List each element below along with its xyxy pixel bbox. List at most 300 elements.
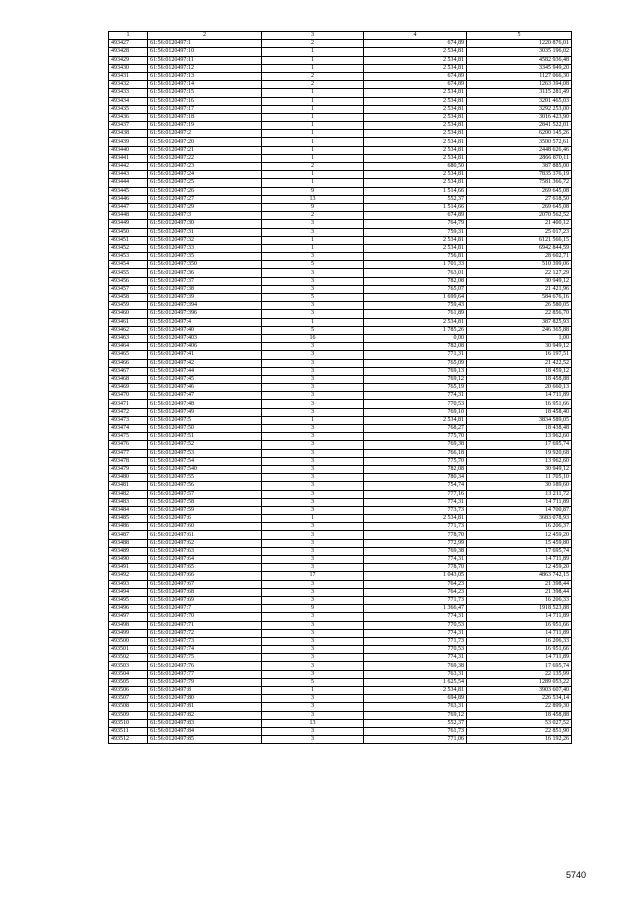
specific-value-cell: 694,89: [364, 695, 467, 703]
specific-value-cell: 674,89: [364, 212, 467, 220]
table-row: [109, 654, 572, 662]
cadastral-number-cell: 61:56:0120497:33: [148, 244, 262, 252]
group-cell: 5: [262, 261, 364, 269]
cadastral-number-cell: 61:56:0120497:18: [148, 113, 262, 121]
table-row: [109, 343, 572, 351]
cadastral-value-cell: 18 438,48: [467, 425, 572, 433]
group-cell: 2: [262, 212, 364, 220]
cadastral-number-cell: 61:56:0120497:26: [148, 187, 262, 195]
specific-value-cell: 775,70: [364, 457, 467, 465]
cadastral-value-cell: 11 705,10: [467, 474, 572, 482]
table-row: [109, 482, 572, 490]
specific-value-cell: 761,89: [364, 310, 467, 318]
group-cell: 3: [262, 736, 364, 744]
cadastral-value-cell: 3115 281,49: [467, 89, 572, 97]
table-row: [109, 384, 572, 392]
cadastral-number-cell: 61:56:0120497:75: [148, 654, 262, 662]
cadastral-value-cell: 16 951,66: [467, 646, 572, 654]
cadastral-value-cell: 3903 607,40: [467, 687, 572, 695]
group-cell: 3: [262, 523, 364, 531]
cadastral-value-cell: 18 458,88: [467, 375, 572, 383]
cadastral-value-cell: 584 676,16: [467, 294, 572, 302]
group-cell: 3: [262, 596, 364, 604]
cadastral-value-cell: 4582 936,48: [467, 56, 572, 64]
cadastral-number-cell: 61:56:0120497:7: [148, 605, 262, 613]
cadastral-number-cell: 61:56:0120497:59: [148, 506, 262, 514]
group-cell: 3: [262, 539, 364, 547]
specific-value-cell: 2 534,81: [364, 97, 467, 105]
group-cell: 1: [262, 113, 364, 121]
group-cell: 16: [262, 334, 364, 342]
specific-value-cell: 552,37: [364, 195, 467, 203]
specific-value-cell: 772,99: [364, 539, 467, 547]
specific-value-cell: 680,50: [364, 163, 467, 171]
group-cell: 1: [262, 244, 364, 252]
specific-value-cell: 763,31: [364, 670, 467, 678]
specific-value-cell: 769,38: [364, 441, 467, 449]
group-cell: 3: [262, 498, 364, 506]
cadastral-value-cell: 14 711,89: [467, 613, 572, 621]
cadastral-value-cell: 53 027,52: [467, 719, 572, 727]
row-number-cell: 493450: [109, 228, 148, 236]
cadastral-number-cell: 61:56:0120497:16: [148, 97, 262, 105]
group-cell: 9: [262, 187, 364, 195]
table-row: [109, 547, 572, 555]
group-cell: 3: [262, 277, 364, 285]
row-number-cell: 493431: [109, 72, 148, 80]
cadastral-value-cell: 30 949,12: [467, 465, 572, 473]
table-row: [109, 506, 572, 514]
row-number-cell: 493455: [109, 269, 148, 277]
cadastral-number-cell: 61:56:0120497:49: [148, 408, 262, 416]
cadastral-number-cell: 61:56:0120497:29: [148, 203, 262, 211]
cadastral-number-cell: 61:56:0120497:30: [148, 220, 262, 228]
specific-value-cell: 782,08: [364, 277, 467, 285]
row-number-cell: 493470: [109, 392, 148, 400]
cadastral-number-cell: 61:56:0120497:51: [148, 433, 262, 441]
row-number-cell: 493475: [109, 433, 148, 441]
cadastral-number-cell: 61:56:0120497:14: [148, 81, 262, 89]
row-number-cell: 493468: [109, 375, 148, 383]
specific-value-cell: 763,01: [364, 269, 467, 277]
cadastral-number-cell: 61:56:0120497:82: [148, 711, 262, 719]
cadastral-value-cell: 4863 742,15: [467, 572, 572, 580]
cadastral-number-cell: 61:56:0120497:5: [148, 416, 262, 424]
row-number-cell: 493432: [109, 81, 148, 89]
cadastral-number-cell: 61:56:0120497:84: [148, 727, 262, 735]
row-number-cell: 493444: [109, 179, 148, 187]
cadastral-number-cell: 61:56:0120497:72: [148, 629, 262, 637]
cadastral-number-cell: 61:56:0120497:42: [148, 359, 262, 367]
cadastral-value-cell: 13 962,60: [467, 433, 572, 441]
specific-value-cell: 774,31: [364, 498, 467, 506]
cadastral-number-cell: 61:56:0120497:70: [148, 613, 262, 621]
specific-value-cell: 764,23: [364, 588, 467, 596]
group-cell: 13: [262, 719, 364, 727]
cadastral-number-cell: 61:56:0120497:65: [148, 564, 262, 572]
cadastral-number-cell: 61:56:0120497:48: [148, 400, 262, 408]
table-row: [109, 97, 572, 105]
group-cell: 5: [262, 294, 364, 302]
row-number-cell: 493499: [109, 629, 148, 637]
row-number-cell: 493434: [109, 97, 148, 105]
cadastral-value-cell: 3834 589,05: [467, 416, 572, 424]
specific-value-cell: 759,31: [364, 228, 467, 236]
cadastral-value-cell: 16 951,66: [467, 621, 572, 629]
table-row: [109, 138, 572, 146]
group-cell: 3: [262, 588, 364, 596]
cadastral-number-cell: 61:56:0120497:13: [148, 72, 262, 80]
group-cell: 3: [262, 351, 364, 359]
cadastral-number-cell: 61:56:0120497:4: [148, 318, 262, 326]
specific-value-cell: 778,70: [364, 564, 467, 572]
table-row: [109, 580, 572, 588]
group-cell: 9: [262, 203, 364, 211]
specific-value-cell: 773,73: [364, 506, 467, 514]
row-number-cell: 493445: [109, 187, 148, 195]
specific-value-cell: 1 701,33: [364, 261, 467, 269]
cadastral-number-cell: 61:56:0120497:58: [148, 498, 262, 506]
cadastral-value-cell: 12 459,20: [467, 531, 572, 539]
specific-value-cell: 2 534,81: [364, 89, 467, 97]
row-number-cell: 493453: [109, 253, 148, 261]
cadastral-value-cell: 16 951,66: [467, 400, 572, 408]
cadastral-value-cell: 510 399,06: [467, 261, 572, 269]
specific-value-cell: 770,53: [364, 400, 467, 408]
cadastral-value-cell: 2866 870,11: [467, 154, 572, 162]
row-number-cell: 493501: [109, 646, 148, 654]
table-row: [109, 310, 572, 318]
group-cell: 3: [262, 629, 364, 637]
specific-value-cell: 769,38: [364, 662, 467, 670]
cadastral-number-cell: 61:56:0120497:47: [148, 392, 262, 400]
table-row: [109, 556, 572, 564]
table-row: [109, 72, 572, 80]
cadastral-number-cell: 61:56:0120497:396: [148, 310, 262, 318]
group-cell: 3: [262, 711, 364, 719]
table-row: [109, 523, 572, 531]
specific-value-cell: 770,53: [364, 621, 467, 629]
group-cell: 1: [262, 56, 364, 64]
specific-value-cell: 2 534,81: [364, 64, 467, 72]
table-row: [109, 392, 572, 400]
cadastral-number-cell: 61:56:0120497:73: [148, 637, 262, 645]
cadastral-value-cell: 16 197,51: [467, 351, 572, 359]
specific-value-cell: 771,73: [364, 637, 467, 645]
row-number-cell: 493478: [109, 457, 148, 465]
specific-value-cell: 2 534,81: [364, 105, 467, 113]
table-row: [109, 326, 572, 334]
group-cell: 1: [262, 130, 364, 138]
cadastral-number-cell: 61:56:0120497:55: [148, 474, 262, 482]
cadastral-number-cell: 61:56:0120497:25: [148, 179, 262, 187]
table-row: [109, 605, 572, 613]
cadastral-number-cell: 61:56:0120497:27: [148, 195, 262, 203]
table-row: [109, 662, 572, 670]
group-cell: 1: [262, 236, 364, 244]
cadastral-value-cell: 14 711,89: [467, 556, 572, 564]
group-cell: 1: [262, 416, 364, 424]
cadastral-value-cell: 17 695,74: [467, 547, 572, 555]
specific-value-cell: 771,73: [364, 596, 467, 604]
table-row: [109, 449, 572, 457]
specific-value-cell: 774,31: [364, 613, 467, 621]
cadastral-number-cell: 61:56:0120497:8: [148, 687, 262, 695]
row-number-cell: 493456: [109, 277, 148, 285]
group-cell: 5: [262, 326, 364, 334]
table-row: [109, 596, 572, 604]
table-row: [109, 187, 572, 195]
cadastral-value-cell: 21 398,44: [467, 588, 572, 596]
cadastral-value-cell: 22 851,90: [467, 727, 572, 735]
group-cell: 3: [262, 621, 364, 629]
group-cell: 3: [262, 490, 364, 498]
group-cell: 1: [262, 146, 364, 154]
row-number-cell: 493442: [109, 163, 148, 171]
group-cell: 2: [262, 81, 364, 89]
cadastral-value-cell: 2448 626,46: [467, 146, 572, 154]
table-row: [109, 433, 572, 441]
cadastral-number-cell: 61:56:0120497:46: [148, 384, 262, 392]
cadastral-number-cell: 61:56:0120497:77: [148, 670, 262, 678]
table-row: [109, 531, 572, 539]
row-number-cell: 493500: [109, 637, 148, 645]
table-row: [109, 670, 572, 678]
cadastral-number-cell: 61:56:0120497:63: [148, 547, 262, 555]
specific-value-cell: 2 534,81: [364, 122, 467, 130]
cadastral-number-cell: 61:56:0120497:36: [148, 269, 262, 277]
table-row: [109, 539, 572, 547]
table-row: [109, 146, 572, 154]
cadastral-value-cell: 246 365,88: [467, 326, 572, 334]
table-row: [109, 629, 572, 637]
table-row: [109, 400, 572, 408]
row-number-cell: 493506: [109, 687, 148, 695]
cadastral-number-cell: 61:56:0120497:21: [148, 146, 262, 154]
group-cell: 3: [262, 408, 364, 416]
cadastral-number-cell: 61:56:0120497:68: [148, 588, 262, 596]
cadastral-value-cell: 1,00: [467, 334, 572, 342]
specific-value-cell: 775,70: [364, 433, 467, 441]
specific-value-cell: 769,12: [364, 375, 467, 383]
specific-value-cell: 1 366,47: [364, 605, 467, 613]
table-row: [109, 588, 572, 596]
cadastral-value-cell: 21 422,52: [467, 359, 572, 367]
table-row: [109, 195, 572, 203]
table-row: [109, 646, 572, 654]
cadastral-value-cell: 6200 145,26: [467, 130, 572, 138]
table-row: [109, 40, 572, 48]
cadastral-number-cell: 61:56:0120497:37: [148, 277, 262, 285]
cadastral-number-cell: 61:56:0120497:61: [148, 531, 262, 539]
specific-value-cell: 1 514,66: [364, 203, 467, 211]
cadastral-value-cell: 14 700,87: [467, 506, 572, 514]
cadastral-number-cell: 61:56:0120497:62: [148, 539, 262, 547]
cadastral-value-cell: 13 211,72: [467, 490, 572, 498]
table-row: [109, 687, 572, 695]
cadastral-value-cell: 21 400,12: [467, 220, 572, 228]
row-number-cell: 493467: [109, 367, 148, 375]
group-cell: 1: [262, 154, 364, 162]
group-cell: 3: [262, 425, 364, 433]
cadastral-value-cell: 17 695,74: [467, 662, 572, 670]
table-row: [109, 703, 572, 711]
row-number-cell: 493509: [109, 711, 148, 719]
cadastral-value-cell: 1263 394,08: [467, 81, 572, 89]
specific-value-cell: 766,18: [364, 449, 467, 457]
table-row: [109, 122, 572, 130]
specific-value-cell: 763,31: [364, 703, 467, 711]
group-cell: 1: [262, 687, 364, 695]
cadastral-number-cell: 61:56:0120497:74: [148, 646, 262, 654]
table-row: [109, 621, 572, 629]
cadastral-value-cell: 269 645,08: [467, 187, 572, 195]
row-number-cell: 493492: [109, 572, 148, 580]
cadastral-number-cell: 61:56:0120497:66: [148, 572, 262, 580]
specific-value-cell: 778,70: [364, 531, 467, 539]
group-cell: 3: [262, 465, 364, 473]
row-number-cell: 493448: [109, 212, 148, 220]
group-cell: 3: [262, 367, 364, 375]
specific-value-cell: 765,07: [364, 285, 467, 293]
cadastral-value-cell: 3016 423,90: [467, 113, 572, 121]
cadastral-value-cell: 3035 196,02: [467, 48, 572, 56]
group-cell: 3: [262, 433, 364, 441]
table-row: [109, 498, 572, 506]
row-number-cell: 493457: [109, 285, 148, 293]
table-row: [109, 105, 572, 113]
cadastral-number-cell: 61:56:0120497:23: [148, 163, 262, 171]
cadastral-number-cell: 61:56:0120497:40: [148, 326, 262, 334]
row-number-cell: 493436: [109, 113, 148, 121]
table-row: [109, 277, 572, 285]
specific-value-cell: 771,06: [364, 736, 467, 744]
group-cell: 1: [262, 515, 364, 523]
row-number-cell: 493427: [109, 40, 148, 48]
group-cell: 3: [262, 482, 364, 490]
group-cell: 3: [262, 654, 364, 662]
group-cell: 3: [262, 727, 364, 735]
row-number-cell: 493487: [109, 531, 148, 539]
cadastral-value-cell: 387 885,00: [467, 163, 572, 171]
group-cell: 3: [262, 269, 364, 277]
specific-value-cell: 2 534,81: [364, 154, 467, 162]
table-row: [109, 56, 572, 64]
table-row: [109, 179, 572, 187]
cadastral-number-cell: 61:56:0120497:57: [148, 490, 262, 498]
cadastral-value-cell: 226 534,14: [467, 695, 572, 703]
table-row: [109, 302, 572, 310]
specific-value-cell: 1 625,54: [364, 678, 467, 686]
specific-value-cell: 674,89: [364, 72, 467, 80]
row-number-cell: 493451: [109, 236, 148, 244]
row-number-cell: 493511: [109, 727, 148, 735]
cadastral-value-cell: 18 458,88: [467, 711, 572, 719]
row-number-cell: 493488: [109, 539, 148, 547]
group-cell: 3: [262, 392, 364, 400]
group-cell: 3: [262, 310, 364, 318]
group-cell: 3: [262, 637, 364, 645]
group-cell: 3: [262, 441, 364, 449]
cadastral-number-cell: 61:56:0120497:83: [148, 719, 262, 727]
group-cell: 1: [262, 179, 364, 187]
cadastral-value-cell: 25 017,23: [467, 228, 572, 236]
table-row: [109, 359, 572, 367]
group-cell: 17: [262, 572, 364, 580]
row-number-cell: 493494: [109, 588, 148, 596]
table-row: [109, 212, 572, 220]
table-row: [109, 637, 572, 645]
group-cell: 3: [262, 457, 364, 465]
cadastral-number-cell: 61:56:0120497:540: [148, 465, 262, 473]
specific-value-cell: 2 534,81: [364, 236, 467, 244]
row-number-cell: 493498: [109, 621, 148, 629]
cadastral-number-cell: 61:56:0120497:10: [148, 48, 262, 56]
cadastral-number-cell: 61:56:0120497:32: [148, 236, 262, 244]
specific-value-cell: 2 534,81: [364, 48, 467, 56]
group-cell: 5: [262, 678, 364, 686]
specific-value-cell: 2 534,81: [364, 318, 467, 326]
table-row: [109, 351, 572, 359]
row-number-cell: 493491: [109, 564, 148, 572]
row-number-cell: 493465: [109, 351, 148, 359]
column-header-5: 5: [467, 32, 572, 40]
specific-value-cell: 770,53: [364, 646, 467, 654]
row-number-cell: 493508: [109, 703, 148, 711]
row-number-cell: 493482: [109, 490, 148, 498]
cadastral-value-cell: 14 711,89: [467, 498, 572, 506]
group-cell: 3: [262, 547, 364, 555]
group-cell: 1: [262, 48, 364, 56]
group-cell: 3: [262, 302, 364, 310]
cadastral-value-cell: 3345 949,20: [467, 64, 572, 72]
group-cell: 1: [262, 122, 364, 130]
group-cell: 3: [262, 253, 364, 261]
cadastral-number-cell: 61:56:0120497:394: [148, 302, 262, 310]
cadastral-value-cell: 28 602,71: [467, 253, 572, 261]
specific-value-cell: 769,13: [364, 367, 467, 375]
cadastral-number-cell: 61:56:0120497:2: [148, 130, 262, 138]
row-number-cell: 493510: [109, 719, 148, 727]
cadastral-value-cell: 27 618,50: [467, 195, 572, 203]
table-row: [109, 48, 572, 56]
table-row: [109, 416, 572, 424]
group-cell: 3: [262, 580, 364, 588]
specific-value-cell: 771,73: [364, 523, 467, 531]
row-number-cell: 493474: [109, 425, 148, 433]
cadastral-number-cell: 61:56:0120497:22: [148, 154, 262, 162]
cadastral-value-cell: 22 135,99: [467, 670, 572, 678]
cadastral-value-cell: 20 660,13: [467, 384, 572, 392]
cadastral-value-cell: 14 711,89: [467, 654, 572, 662]
specific-value-cell: 674,89: [364, 40, 467, 48]
row-number-cell: 493433: [109, 89, 148, 97]
row-number-cell: 493440: [109, 146, 148, 154]
cadastral-value-cell: 21 421,96: [467, 285, 572, 293]
specific-value-cell: 782,08: [364, 343, 467, 351]
cadastral-value-cell: 22 899,30: [467, 703, 572, 711]
cadastral-value-cell: 3201 465,03: [467, 97, 572, 105]
group-cell: 3: [262, 564, 364, 572]
cadastral-value-cell: 3500 572,61: [467, 138, 572, 146]
row-number-cell: 493429: [109, 56, 148, 64]
table-row: [109, 711, 572, 719]
cadastral-number-cell: 61:56:0120497:403: [148, 334, 262, 342]
cadastral-value-cell: 2070 562,52: [467, 212, 572, 220]
group-cell: 3: [262, 695, 364, 703]
cadastral-value-cell: 2841 522,01: [467, 122, 572, 130]
cadastral-value-cell: 16 206,33: [467, 596, 572, 604]
